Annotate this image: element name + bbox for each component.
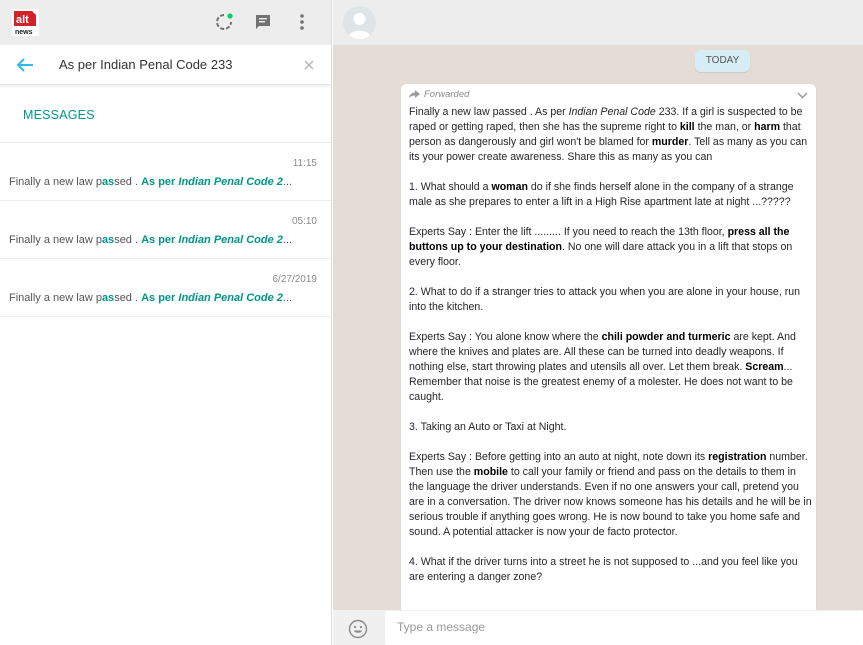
svg-text:news: news (15, 29, 33, 36)
message-input-box (385, 611, 863, 645)
clear-search-icon[interactable] (303, 59, 315, 71)
emoji-icon[interactable] (348, 619, 368, 639)
search-bar (0, 45, 331, 85)
conversation-header (333, 0, 863, 45)
message-input[interactable] (385, 611, 863, 643)
new-chat-icon[interactable] (253, 12, 273, 32)
message-text: Finally a new law passed . As per Indian Penal Code 233. If a girl is suspected to be raped or getting raped, then she has the supreme right to kill the man, or harm that person as dangerously and girl won't be blamed for murder. Tell as many as you can its your power create awareness. Share this as many as you can 1. What should a woman do if she finds herself alone in the company of a strange male as she prepares to enter a lift in a High Rise apartment late at night ...????? Experts Say : Enter the lift ......... If you need to reach the 13th floor, press all the buttons up to your destination. No one will dare attack you in a lift that stops on every floor. 2. What to do if a stranger tries to attack you when you are alone in your house, run into the kitchen. Experts Say : You alone know where the chili powder and turmeric are kept. And where the knives and plates are. All these can be turned into deadly weapons. If nothing else, start throwing plates and utensils all over. Let them break. Scream... Remember that noise is the greatest enemy of a molester. He does not want to be caught. 3. Taking an Auto or Taxi at Night. Experts Say : Before getting into an auto at night, note down its registration number. Then use the mobile to call your family or friend and pass on the details to them in the language the driver understands. Even if no one answers your call, pretend you are in a conversation. The driver now knows someone has his details and he will be in serious trouble if anything goes wrong. He is now bound to take you home safe and sound. A potential attacker is now your de facto protector. 4. What if the driver turns into a street he is not supposed to ...and you feel like you are entering a danger zone? (409, 106, 812, 583)
result-snippet: Finally a new law passed . As per Indian Penal Code 2... (9, 234, 293, 246)
svg-text:alt: alt (16, 14, 29, 26)
conversation-pane (333, 0, 863, 645)
message-composer (333, 610, 863, 645)
result-snippet: Finally a new law passed . As per Indian Penal Code 2... (9, 176, 293, 188)
search-result-item[interactable] (0, 143, 331, 201)
left-header (0, 0, 331, 45)
altnews-logo[interactable] (12, 9, 39, 36)
status-icon[interactable] (214, 12, 234, 32)
chat-list-pane (0, 0, 332, 645)
back-arrow-icon[interactable] (16, 57, 34, 73)
search-result-item[interactable] (0, 259, 331, 317)
contact-avatar[interactable] (343, 6, 376, 39)
search-result-item[interactable] (0, 201, 331, 259)
result-snippet: Finally a new law passed . As per Indian Penal Code 2... (9, 292, 293, 304)
default-avatar-icon (343, 6, 376, 39)
result-time: 6/27/2019 (272, 274, 317, 285)
messages-section-label: MESSAGES (23, 108, 95, 122)
menu-icon[interactable] (292, 12, 312, 32)
forward-icon (409, 90, 420, 98)
forwarded-label: Forwarded (409, 89, 469, 100)
result-time: 05:10 (291, 216, 317, 227)
date-badge: TODAY (695, 50, 750, 72)
search-input[interactable]: As per Indian Penal Code 233 (59, 57, 233, 72)
chevron-down-icon[interactable] (797, 92, 808, 99)
message-bubble[interactable] (401, 84, 816, 624)
result-time: 11:15 (292, 158, 317, 169)
